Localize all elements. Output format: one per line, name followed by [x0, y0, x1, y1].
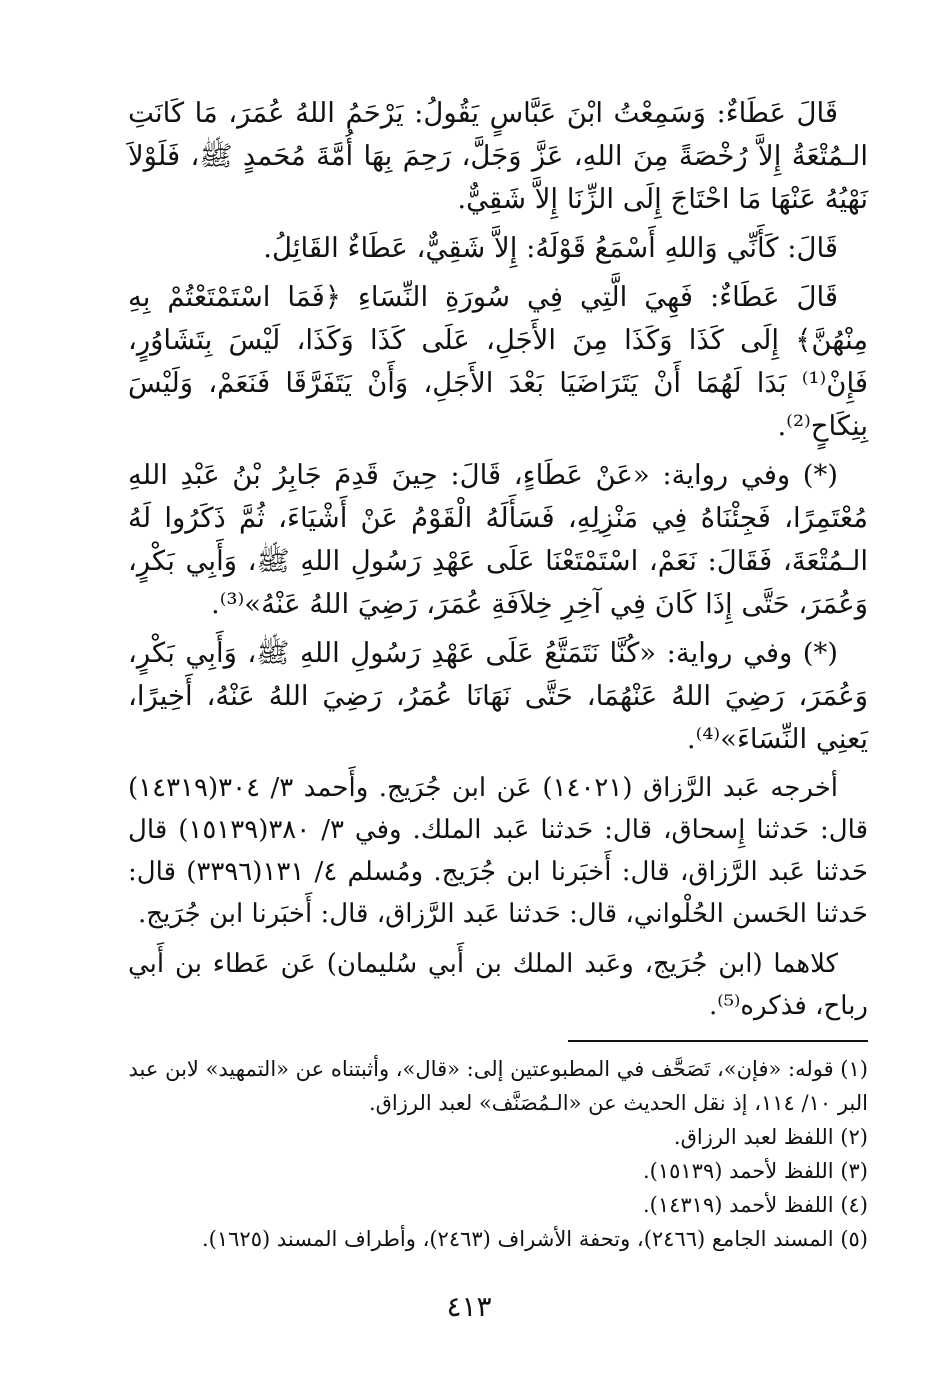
- page-number: ٤١٣: [446, 1290, 492, 1323]
- paragraph: قَالَ: كَأَنِّي وَاللهِ أَسْمَعُ قَوْلَهُ: إِلاَّ شَقِيٌّ، عَطَاءٌ القَائِلُ.: [263, 232, 838, 264]
- footnote: (١) قوله: «فإن»، تَصَحَّف في المطبوعتين إلى: «قال»، وأثبتناه عن «التمهيد» لابن عبد البر ١٠/ ١١٤، إذ نقل الحديث عن «الـمُصَنَّف» لعبد الرزاق.: [128, 1057, 868, 1115]
- footnote: (٣) اللفظ لأحمد (١٥١٣٩).: [642, 1159, 868, 1183]
- footnote: (٢) اللفظ لعبد الرزاق.: [673, 1125, 868, 1149]
- main-text: [128, 92, 868, 1035]
- paragraph: قَالَ عَطَاءٌ: فَهِيَ الَّتِي فِي سُورَةِ النِّسَاءِ ﴿فَمَا اسْتَمْتَعْتُمْ بِهِ مِنْهُنَّ﴾ إِلَى كَذَا وَكَذَا مِنَ الأَجَلِ، عَلَى كَذَا وَكَذَا، لَيْسَ بِتَشَاوُرٍ، فَإِنْ⁽¹⁾ بَدَا لَهُمَا أَنْ يَتَرَاضَيَا بَعْدَ الأَجَلِ، وَأَنْ يَتَفَرَّقَا فَنَعَمْ، وَلَيْسَ بِنِكَاحٍ⁽²⁾.: [128, 281, 868, 442]
- paragraph: قَالَ عَطَاءٌ: وَسَمِعْتُ ابْنَ عَبَّاسٍ يَقُولُ: يَرْحَمُ اللهُ عُمَرَ، مَا كَانَتِ الـمُتْعَةُ إِلاَّ رُخْصَةً مِنَ اللهِ، عَزَّ وَجَلَّ، رَحِمَ بِهَا أُمَّةَ مُحَمدٍ ﷺ، فَلَوْلاَ نَهْيُهُ عَنْهَا مَا احْتَاجَ إِلَى الزِّنَا إِلاَّ شَقِيٌّ.: [128, 97, 868, 215]
- reference-paragraph: أخرجه عَبد الرَّزاق (١٤٠٢١) عَن ابن جُرَيج. وأَحمد ٣/ ٣٠٤(١٤٣١٩) قال: حَدثنا إِسحاق، قال: حَدثنا عَبد الملك. وفي ٣/ ٣٨٠(١٥١٣٩) قال حَدثنا عَبد الرَّزاق، قال: أَخبَرنا ابن جُرَيج. ومُسلم ٤/ ١٣١(٣٣٩٦) قال: حَدثنا الحَسن الحُلْواني، قال: حَدثنا عَبد الرَّزاق، قال: أَخبَرنا ابن جُرَيج.: [128, 773, 869, 929]
- paragraph: (*) وفي رواية: «عَنْ عَطَاءٍ، قَالَ: حِينَ قَدِمَ جَابِرُ بْنُ عَبْدِ اللهِ مُعْتَمِرًا، فَجِئْنَاهُ فِي مَنْزِلِهِ، فَسَأَلَهُ الْقَوْمُ عَنْ أَشْيَاءَ، ثُمَّ ذَكَرُوا لَهُ الـمُتْعَةَ، فَقَالَ: نَعَمْ، اسْتَمْتَعْنَا عَلَى عَهْدِ رَسُولِ اللهِ ﷺ، وَأَبِي بَكْرٍ، وَعُمَرَ، حَتَّى إِذَا كَانَ فِي آخِرِ خِلاَفَةِ عُمَرَ، رَضِيَ اللهُ عَنْهُ»⁽³⁾.: [128, 459, 868, 620]
- reference-paragraph: كلاهما (ابن جُرَيج، وعَبد الملك بن أَبي سُليمان) عَن عَطاء بن أَبي رباح، فذكره⁽⁵⁾.: [128, 949, 868, 1021]
- footnotes: [128, 1052, 868, 1256]
- footnote: (٥) المسند الجامع (٢٤٦٦)، وتحفة الأشراف (٢٤٦٣)، وأطراف المسند (١٦٢٥).: [202, 1227, 868, 1251]
- paragraph: (*) وفي رواية: «كُنَّا نَتَمَتَّعُ عَلَى عَهْدِ رَسُولِ اللهِ ﷺ، وَأَبِي بَكْرٍ، وَعُمَرَ، رَضِيَ اللهُ عَنْهُمَا، حَتَّى نَهَانَا عُمَرُ، رَضِيَ اللهُ عَنْهُ، أَخِيرًا، يَعنِي النِّسَاءَ»⁽⁴⁾.: [128, 637, 868, 755]
- footnote-divider: [568, 1040, 868, 1042]
- footnote: (٤) اللفظ لأحمد (١٤٣١٩).: [642, 1193, 868, 1217]
